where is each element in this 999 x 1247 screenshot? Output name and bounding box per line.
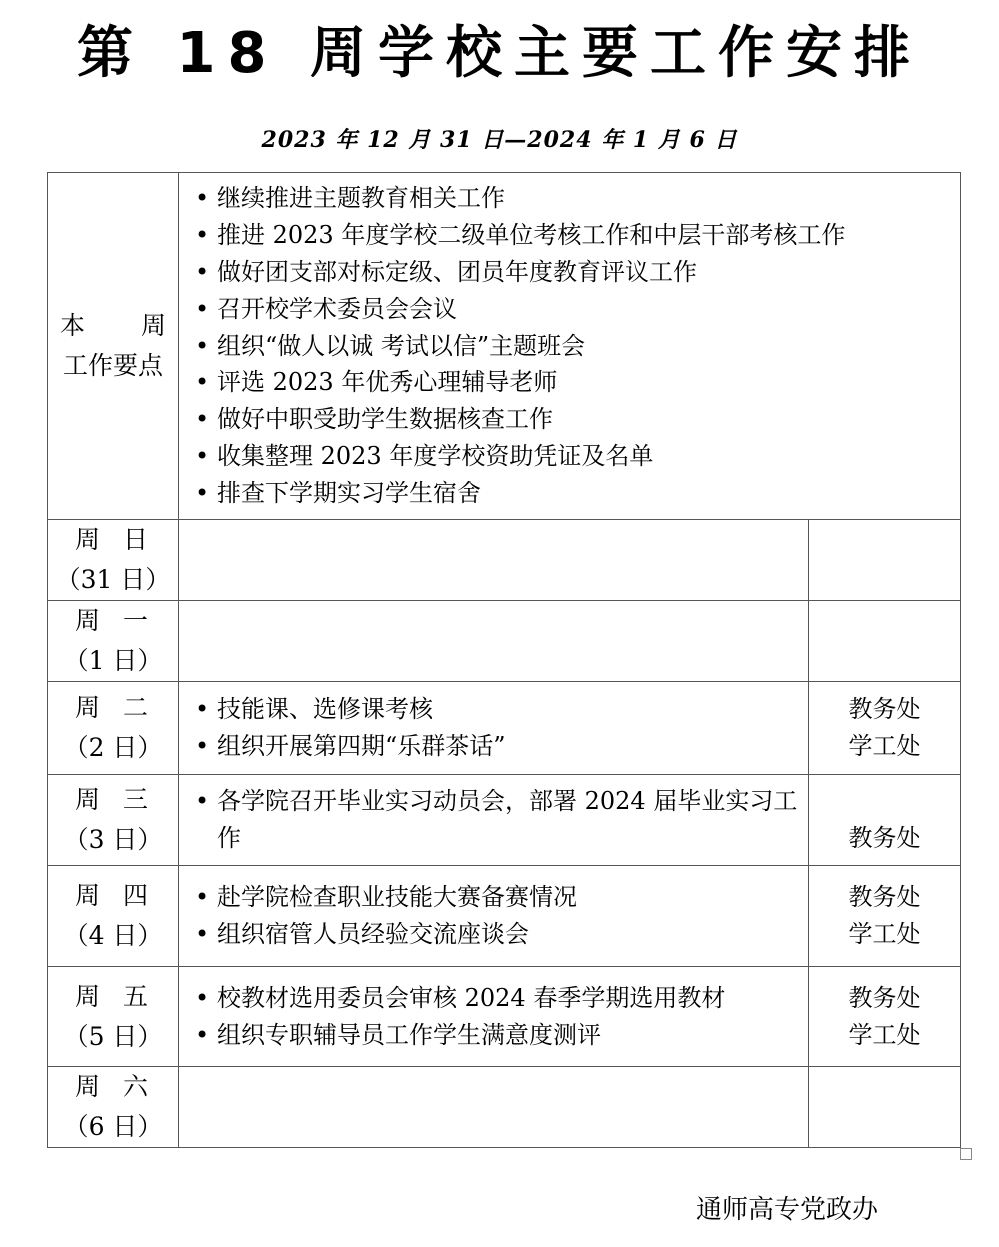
responsible-dept: 教务处 <box>848 983 921 1012</box>
day-row <box>48 866 961 967</box>
day-name-prefix: 周 <box>75 606 101 635</box>
day-name-prefix: 周 <box>75 881 101 910</box>
day-name-prefix: 周 <box>75 785 101 814</box>
day-task-text: 技能课、选修课考核 <box>217 695 433 724</box>
key-points-label-char1: 本 <box>60 311 86 340</box>
key-point-text: 组织“做人以诚 考试以信”主题班会 <box>217 331 586 360</box>
day-date: （2 日） <box>63 733 163 762</box>
responsible-dept: 学工处 <box>848 1020 921 1049</box>
key-point-item <box>193 364 960 401</box>
day-tasks-cell <box>179 682 809 775</box>
bullet-icon: • <box>195 184 210 213</box>
day-label-cell <box>48 1067 179 1148</box>
day-date: （5 日） <box>63 1021 163 1051</box>
day-label-cell <box>48 967 179 1067</box>
day-task-item <box>193 728 808 765</box>
day-task-text: 组织专职辅导员工作学生满意度测评 <box>217 1020 601 1049</box>
day-task-list <box>179 879 808 953</box>
bullet-icon: • <box>195 368 210 397</box>
day-tasks-cell <box>179 520 809 601</box>
day-task-list <box>179 980 808 1054</box>
bullet-icon: • <box>195 441 210 470</box>
key-point-text: 召开校学术委员会会议 <box>217 294 457 323</box>
day-row <box>48 601 961 682</box>
day-task-text: 各学院召开毕业实习动员会，部署 2024 届毕业实习工作 <box>217 787 798 852</box>
key-point-item <box>193 217 960 254</box>
responsible-dept: 学工处 <box>848 920 921 948</box>
key-point-item <box>193 291 960 328</box>
day-name-suffix: 三 <box>123 785 149 814</box>
day-name-suffix: 一 <box>123 606 149 635</box>
responsible-dept: 教务处 <box>848 883 921 911</box>
responsible-dept: 教务处 <box>848 695 921 723</box>
day-row <box>48 682 961 775</box>
day-task-text: 组织开展第四期“乐群茶话” <box>217 732 506 760</box>
bullet-icon: • <box>195 1020 210 1049</box>
day-dept-cell <box>809 967 961 1067</box>
bullet-icon: • <box>195 331 210 360</box>
day-row <box>48 775 961 866</box>
bullet-icon: • <box>195 294 210 323</box>
key-points-label-char2: 周 <box>140 311 166 340</box>
day-dept-cell <box>809 682 961 775</box>
key-point-item <box>193 180 960 217</box>
bullet-icon: • <box>195 920 210 948</box>
day-task-item <box>193 916 808 953</box>
key-point-text: 做好团支部对标定级、团员年度教育评议工作 <box>217 258 697 286</box>
key-point-text: 评选 2023 年优秀心理辅导老师 <box>217 368 558 397</box>
day-name-prefix: 周 <box>75 981 101 1011</box>
footer-signature: 通师高专党政办 <box>696 1195 879 1225</box>
day-date: （3 日） <box>63 825 163 854</box>
key-point-text: 继续推进主题教育相关工作 <box>217 184 505 213</box>
bullet-icon: • <box>195 221 210 250</box>
key-points-label-line2: 工作要点 <box>62 351 163 380</box>
day-task-text: 校教材选用委员会审核 2024 春季学期选用教材 <box>217 983 726 1012</box>
day-label-cell <box>48 520 179 601</box>
bullet-icon: • <box>195 732 210 760</box>
day-dept-cell <box>809 775 961 866</box>
day-task-item <box>193 980 808 1017</box>
day-task-list <box>179 691 808 765</box>
day-name-suffix: 四 <box>123 881 149 910</box>
day-dept-cell <box>809 866 961 967</box>
key-points-label-cell <box>48 173 179 520</box>
day-label-cell <box>48 866 179 967</box>
day-date: （1 日） <box>63 646 163 675</box>
day-label-cell <box>48 601 179 682</box>
bullet-icon: • <box>195 883 210 912</box>
day-tasks-cell <box>179 601 809 682</box>
day-name-suffix: 二 <box>123 693 149 722</box>
day-name-prefix: 周 <box>75 1072 101 1101</box>
key-points-row <box>48 173 961 520</box>
bullet-icon: • <box>195 405 210 434</box>
day-task-text: 组织宿管人员经验交流座谈会 <box>217 920 529 948</box>
day-task-list <box>179 783 808 857</box>
responsible-dept: 教务处 <box>848 824 921 852</box>
day-tasks-cell <box>179 866 809 967</box>
key-point-item <box>193 438 960 475</box>
day-dept-cell <box>809 520 961 601</box>
key-point-text: 推进 2023 年度学校二级单位考核工作和中层干部考核工作 <box>217 221 846 250</box>
responsible-dept: 学工处 <box>848 732 921 760</box>
day-name-suffix: 六 <box>123 1072 149 1101</box>
date-range: 2023 年 12 月 31 日—2024 年 1 月 6 日 <box>261 127 738 153</box>
key-points-list-cell <box>179 173 961 520</box>
key-point-text: 收集整理 2023 年度学校资助凭证及名单 <box>217 441 654 470</box>
day-row <box>48 967 961 1067</box>
bullet-icon: • <box>195 695 210 724</box>
day-label-cell <box>48 775 179 866</box>
day-tasks-cell <box>179 775 809 866</box>
day-dept-cell <box>809 1067 961 1148</box>
key-point-item <box>193 328 960 365</box>
key-point-item <box>193 401 960 438</box>
day-tasks-cell <box>179 1067 809 1148</box>
day-row <box>48 520 961 601</box>
key-point-text: 排查下学期实习学生宿舍 <box>217 478 481 507</box>
corner-mark <box>960 1148 972 1160</box>
day-label-cell <box>48 682 179 775</box>
bullet-icon: • <box>195 258 210 286</box>
day-task-item <box>193 879 808 916</box>
key-point-item <box>193 475 960 512</box>
document-title: 第 18 周学校主要工作安排 <box>77 21 922 86</box>
day-date: （4 日） <box>63 921 163 950</box>
day-tasks-cell <box>179 967 809 1067</box>
day-name-prefix: 周 <box>75 693 101 722</box>
bullet-icon: • <box>195 787 210 816</box>
day-name-prefix: 周 <box>75 525 101 554</box>
day-date: （6 日） <box>63 1112 163 1141</box>
day-task-text: 赴学院检查职业技能大赛备赛情况 <box>217 883 577 912</box>
day-name-suffix: 日 <box>123 525 149 554</box>
day-name-suffix: 五 <box>123 981 149 1011</box>
day-task-item <box>193 691 808 728</box>
schedule-table <box>47 172 961 1148</box>
key-points-list <box>179 180 960 511</box>
day-task-item <box>193 1017 808 1054</box>
key-point-item <box>193 254 960 291</box>
bullet-icon: • <box>195 478 210 507</box>
key-point-text: 做好中职受助学生数据核查工作 <box>217 405 553 434</box>
day-date: （31 日） <box>55 565 171 594</box>
day-task-item <box>193 783 808 857</box>
bullet-icon: • <box>195 983 210 1012</box>
day-dept-cell <box>809 601 961 682</box>
day-row <box>48 1067 961 1148</box>
